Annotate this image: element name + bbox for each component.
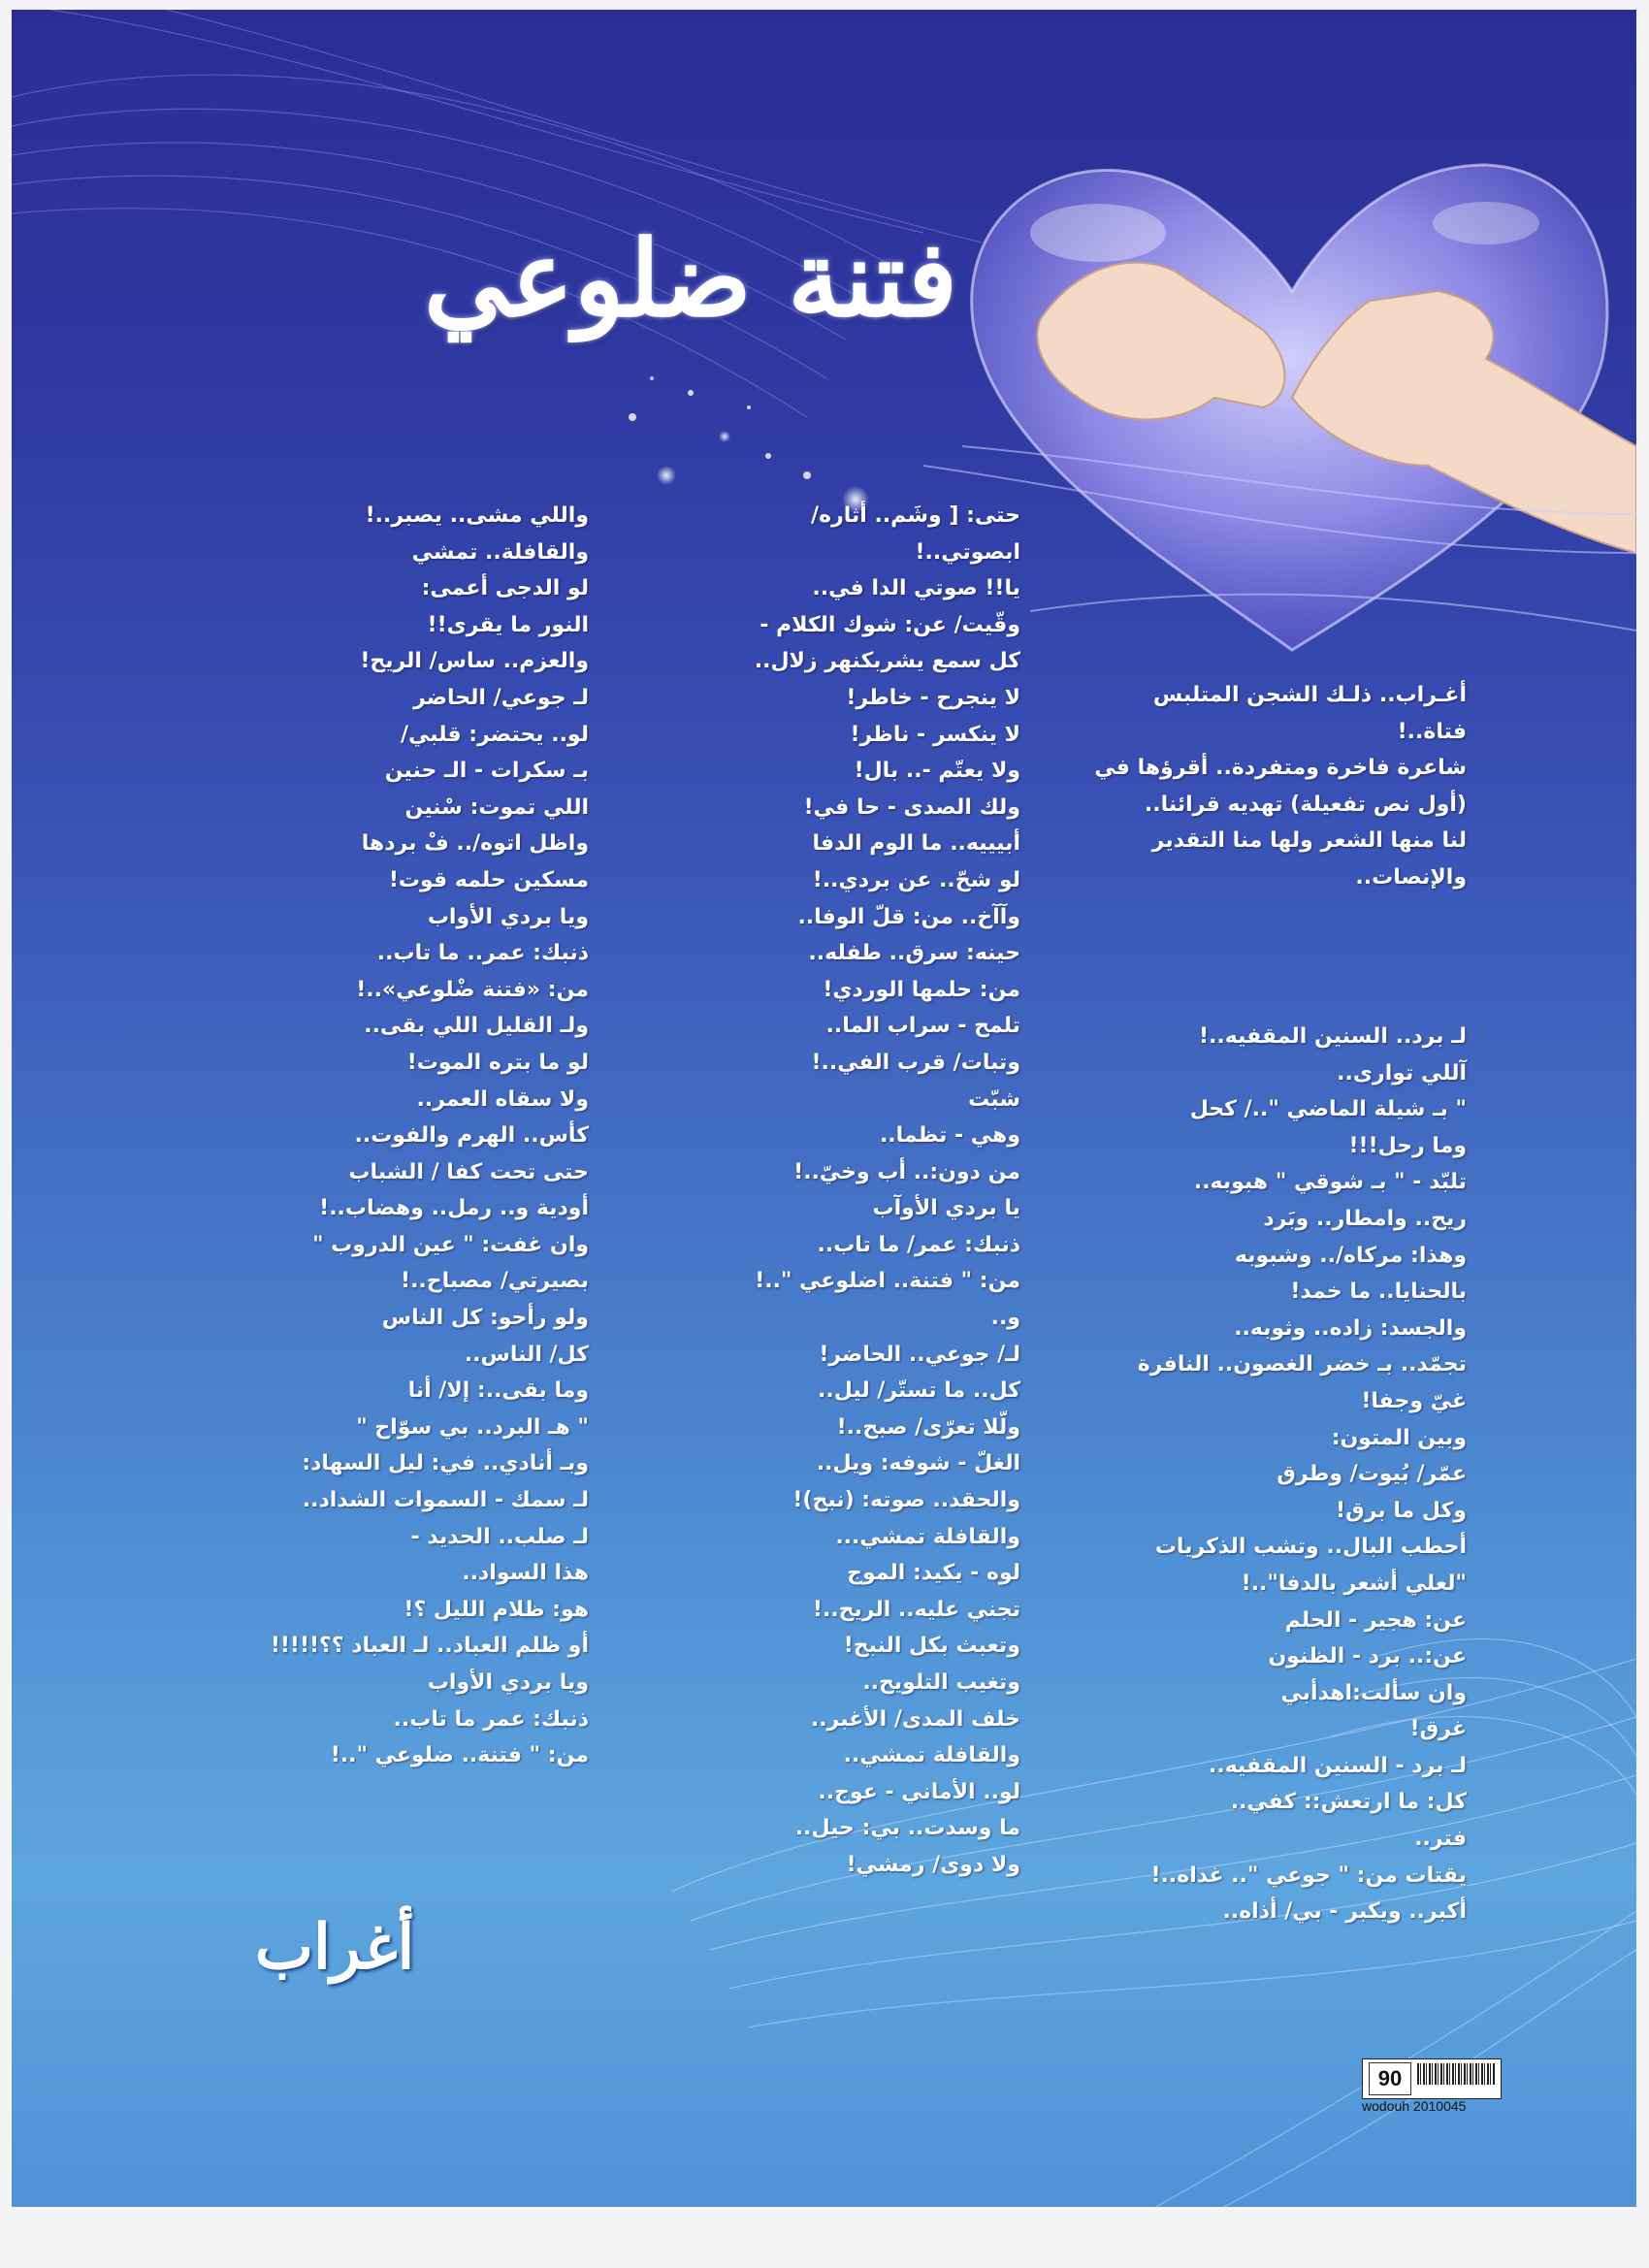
poem-line: ذنبك: عمر.. ما تاب..: [376, 941, 589, 966]
poem-line: لو الدجى أعمى:: [421, 576, 589, 601]
poem-line: من: " فتنة.. اضلوعي "..!: [755, 1269, 1020, 1294]
poem-line: مسكين حلمه قوت!: [388, 867, 589, 892]
footer-code: wodouh 2010045: [1362, 2098, 1467, 2114]
poem-line: لو شحّ.. عن بردي..!: [812, 867, 1020, 892]
poem-line: لـ جوعي/ الحاضر: [413, 685, 589, 710]
poem-line: وتعبث بكل النبح!: [843, 1634, 1020, 1659]
poem-line: والجسد: زاده.. وثوبه..: [1234, 1315, 1467, 1341]
poem-line: ولا يعتّم -.. بال!: [854, 759, 1020, 784]
poem-line: بـ سكرات - الـ حنين: [384, 759, 589, 784]
poem-line: لوه - يكيد: الموج: [847, 1561, 1020, 1586]
poem-line: لا ينكسر - ناظر!: [850, 722, 1020, 747]
poem-line: أو ظلم العباد.. لـ العباد ؟؟!!!!!: [270, 1634, 589, 1659]
poem-line: " بـ شيلة الماضي "../ كحل: [1189, 1097, 1467, 1122]
poem-line: حتى: [ وشَم.. أثاره/: [811, 503, 1020, 528]
poem-line: لـ/ جوعي.. الحاضر!: [819, 1342, 1020, 1367]
poem-line: ولـ القليل اللي بقى..: [364, 1014, 589, 1039]
poem-line: لـ صلب.. الحديد -: [410, 1524, 589, 1549]
poem-line: لـ برد - السنين المقفيه..: [1209, 1753, 1467, 1778]
poem-line: وكل ما برق!: [1336, 1498, 1467, 1523]
author-signature: أغراب: [254, 1911, 415, 1984]
intro-line: شاعرة فاخرة ومتفردة.. أقرؤها في: [1094, 756, 1467, 781]
poem-line: تلبّد - " بـ شوقي " هبوبه..: [1193, 1170, 1467, 1195]
poem-line: لـ سمك - السموات الشداد..: [302, 1488, 589, 1513]
poem-line: وقّيت/ عن: شوك الكلام -: [760, 612, 1020, 637]
poem-line: وان سألت:اهدأبي: [1280, 1680, 1467, 1705]
poem-line: كأس.. الهرم والفوت..: [354, 1123, 589, 1149]
poem-line: أبيييه.. ما الوم الدفا: [812, 831, 1020, 857]
poem-line: وما بقى..: إلا/ أنا: [407, 1378, 589, 1404]
poem-line: من: حلمها الوردي!: [823, 977, 1020, 1002]
poem-line: كل سمع يشربكنهر زلال..: [754, 649, 1020, 674]
poem-line: وتبات/ قرب الفي..!: [811, 1050, 1020, 1075]
poem-column-right: [1030, 1019, 1467, 1930]
poem-line: والقافلة.. تمشي: [411, 539, 589, 565]
poem-line: لو.. يحتضر: قلبي/: [400, 722, 589, 747]
intro-line: فتاة..!: [1397, 719, 1467, 744]
poem-line: واظل اتوه/.. فْ بردها: [361, 831, 589, 857]
poem-line: آللي توارى..: [1337, 1060, 1467, 1085]
poem-line: اللي تموت: سْنين: [404, 794, 589, 820]
poem-line: خلف المدى/ الأغبر..: [810, 1706, 1020, 1732]
magazine-page: [12, 10, 1636, 2207]
poem-line: شبّت: [968, 1086, 1020, 1112]
page-number-box: [1362, 2058, 1502, 2099]
poem-line: لا ينجرح - خاطر!: [846, 685, 1020, 710]
poem-line: النور ما يقرى!!: [427, 612, 589, 637]
poem-line: ولو رأحو: كل الناس: [381, 1306, 589, 1331]
poem-line: وبين المتون:: [1331, 1425, 1467, 1450]
intro-block: [1020, 677, 1467, 896]
poem-line: هذا السواد..: [462, 1561, 589, 1586]
poem-line: تجمّد.. بـ خضر الغصون.. النافرة: [1137, 1352, 1467, 1377]
poem-line: لـ برد.. السنين المقفيه..!: [1199, 1024, 1467, 1049]
poem-line: عمّر/ بُيوت/ وطرق: [1277, 1462, 1467, 1487]
poem-line: وبـ أنادي.. في: ليل السهاد:: [302, 1451, 589, 1476]
poem-line: كل/ الناس..: [464, 1342, 589, 1367]
poem-line: يا!! صوتي الدا في..: [812, 576, 1020, 601]
poem-line: وان غفت: " عين الدروب ": [312, 1232, 589, 1257]
poem-line: ولك الصدى - حا في!: [803, 794, 1020, 820]
poem-line: و..: [990, 1306, 1020, 1331]
poem-line: أكبر.. ويكبر - بي/ أذاه..: [1222, 1899, 1467, 1925]
poem-line: فتر..: [1414, 1827, 1467, 1852]
poem-column-left: [240, 498, 589, 1774]
poem-line: حينه: سرق.. طفله..: [808, 941, 1020, 966]
page-title: فتنة ضلوعي: [423, 218, 958, 340]
poem-line: الغلّ - شوفه: ويل..: [816, 1451, 1020, 1476]
poem-line: والقافلة تمشي..: [843, 1743, 1020, 1768]
poem-line: والعزم.. ساس/ الريح!: [360, 649, 589, 674]
poem-line: ويا بردي الأواب: [427, 1670, 589, 1695]
poem-line: ريح.. وامطار.. وبَرد: [1263, 1206, 1467, 1231]
poem-line: غيّ وجفا!: [1361, 1388, 1467, 1413]
poem-line: وآآخ.. من: قلّ الوفا..: [797, 904, 1020, 929]
poem-line: أحطب البال.. وتشب الذكريات: [1154, 1535, 1467, 1560]
poem-line: ويا بردي الأواب: [427, 904, 589, 929]
poem-line: والقافلة تمشي...: [835, 1524, 1020, 1549]
intro-line: أغـراب.. ذلـك الشجن المتلبس: [1152, 683, 1467, 707]
poem-line: ابصوتي..!: [915, 539, 1020, 565]
intro-line: والإنصات..: [1355, 864, 1467, 890]
poem-line: " هـ البرد.. بي سوّاح ": [356, 1414, 589, 1440]
poem-line: حتى تحت كفا / الشباب: [348, 1159, 589, 1184]
poem-line: ولا سقاه العمر..: [416, 1086, 589, 1112]
poem-line: أودية و.. رمل.. وهضاب..!: [319, 1196, 589, 1221]
poem-line: واللي مشى.. يصبر..!: [365, 503, 589, 528]
poem-line: يقتات من: " جوعي ".. غداه..!: [1150, 1863, 1467, 1888]
poem-line: لو.. الأماني - عوج..: [818, 1779, 1020, 1804]
poem-line: عن: هجير - الحلم: [1284, 1607, 1467, 1633]
intro-line: لنا منها الشعر ولها منا التقدير: [1151, 828, 1467, 854]
poem-line: تلمح - سراب الما..: [825, 1014, 1020, 1039]
poem-line: غرق!: [1409, 1717, 1467, 1742]
poem-line: تجني عليه.. الريح..!: [812, 1597, 1020, 1622]
poem-line: من: " فتنة.. ضلوعي "..!: [330, 1743, 589, 1768]
poem-line: والحقد.. صوته: (نبح)!: [792, 1488, 1020, 1513]
poem-line: هو: ظلام الليل ؟!: [404, 1597, 589, 1622]
poem-line: من دون:.. أب وخيّ..!: [793, 1159, 1020, 1184]
poem-line: كل.. ما تستّر/ ليل..: [818, 1378, 1020, 1404]
sparkles: [629, 376, 869, 513]
barcode: [1417, 2063, 1495, 2085]
poem-line: ما وسدت.. بي: حيل..: [794, 1816, 1020, 1841]
poem-line: بصيرتي/ مصباح..!: [401, 1269, 589, 1294]
poem-line: ذنبك: عمر/ ما تاب..: [817, 1232, 1020, 1257]
poem-line: "لعلي أشعر بالدفا"..!: [1241, 1571, 1467, 1596]
poem-line: لو ما بتره الموت!: [406, 1050, 589, 1075]
poem-line: ولا دوى/ رمشي!: [846, 1852, 1020, 1877]
intro-line: (أول نص تفعيلة) تهديه قرائنا..: [1144, 792, 1467, 817]
poem-line: ولّلا تعرّى/ صبح..!: [836, 1414, 1020, 1440]
poem-line: عن:.. برد - الظنون: [1268, 1644, 1467, 1669]
poem-line: من: «فتنة ضْلوعي»..!: [356, 977, 589, 1002]
page-number: 90: [1369, 2062, 1411, 2095]
poem-line: وهي - تظما..: [879, 1123, 1020, 1149]
poem-column-middle: [632, 498, 1020, 1884]
swirl-lines-top: [12, 10, 982, 417]
poem-line: ذنبك: عمر ما تاب..: [393, 1706, 589, 1732]
poem-line: وهذا: مركاه/.. وشبوبه: [1234, 1243, 1467, 1268]
poem-line: كل: ما ارتعش:: كفي..: [1230, 1790, 1467, 1815]
poem-line: يا بردي الأوآب: [872, 1196, 1020, 1221]
poem-line: وما رحل!!!: [1348, 1133, 1467, 1158]
poem-line: وتغيب التلويح..: [862, 1670, 1020, 1695]
poem-line: بالحنايا.. ما خمد!: [1290, 1280, 1467, 1305]
